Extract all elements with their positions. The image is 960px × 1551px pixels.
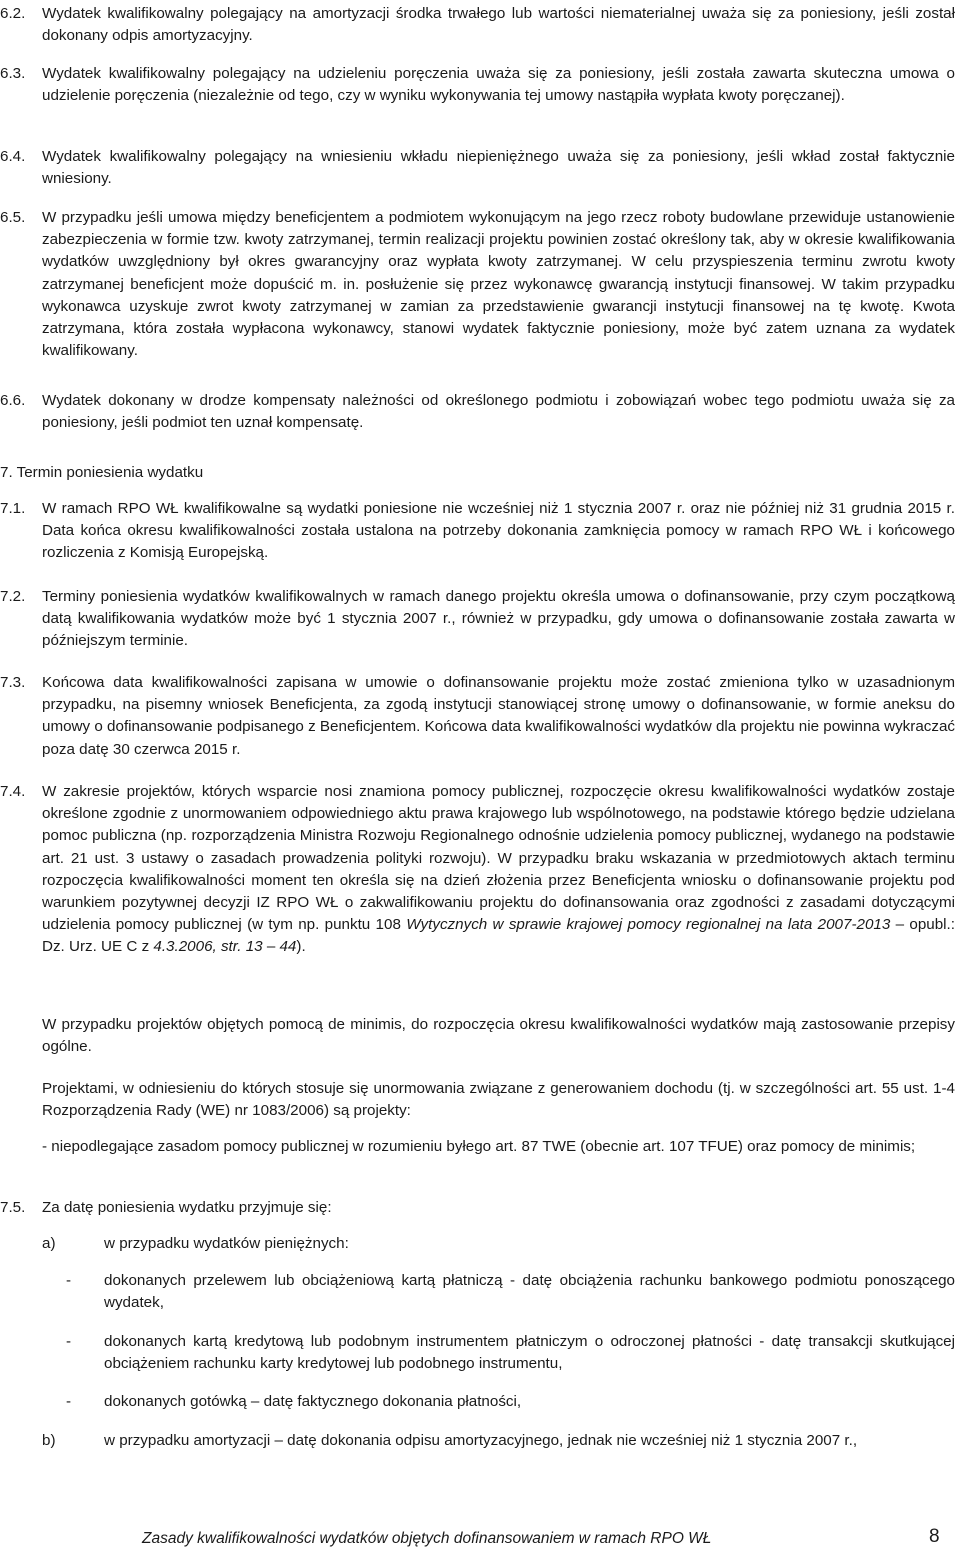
list-text: w przypadku amortyzacji – datę dokonania odpisu amortyzacyjnego, jednak nie wcześniej niż 1 stycznia 2007 r., bbox=[104, 1432, 858, 1449]
paragraph-7-4-revenue: Projektami, w odniesieniu do których stosuje się unormowania związane z generowaniem dochodu (tj. w szczególności art. 55 ust. 1-4 Rozporządzenia Rady (WE) nr 1083/2006) są projekty: bbox=[42, 1080, 955, 1120]
paragraph-7-3 bbox=[0, 672, 955, 761]
paragraph-6-5 bbox=[0, 207, 955, 362]
paragraph-number: 7.3. bbox=[0, 674, 26, 691]
dash-item bbox=[62, 1391, 955, 1413]
dash-item bbox=[62, 1270, 955, 1314]
list-item-b bbox=[42, 1430, 955, 1452]
paragraph-number: 7.1. bbox=[0, 500, 26, 517]
page-footer: Zasady kwalifikowalności wydatków objętych dofinansowaniem w ramach RPO WŁ bbox=[142, 1530, 712, 1547]
paragraph-text: Końcowa data kwalifikowalności zapisana w umowie o dofinansowanie projektu może zostać zmieniona tylko w uzasadnionym przypadku, na pisemny wniosek Beneficjenta, za zgodą instytucji stanowiącej stronę umowy o dofinansowanie, w formie aneksu do umowy o dofinansowanie podpisanego z Beneficjentem. Końcowa data kwalifikowalności wydatków dla projektu nie powinna wykraczać poza datę 30 czerwca 2015 r. bbox=[42, 674, 955, 758]
paragraph-7-5 bbox=[0, 1197, 955, 1219]
paragraph-text: W przypadku jeśli umowa między beneficjentem a podmiotem wykonującym na jego rzecz roboty budowlane przewiduje ustanowienie zabezpieczenia w formie tzw. kwoty zatrzymanej, termin realizacji projektu powinien zostać określony tak, aby w okresie kwalifikowania wydatków uwzględniony był okres gwarancyjny oraz wypłata kwoty zatrzymanej. W celu przyspieszenia terminu zwrotu kwoty zatrzymanej beneficjent może dopuścić m. in. posłużenie się przez wykonawcę gwarancją instytucji finansowej. W takim przypadku wykonawca uzyskuje zwrot kwoty zatrzymanej w zamian za przedstawienie gwarancji instytucji finansowej na tę kwotę. Kwota zatrzymana, która została wypłacona wykonawcy, stanowi wydatek faktycznie poniesiony, może być zatem uznana za wydatek kwalifikowany. bbox=[42, 209, 955, 360]
paragraph-text: Wydatek dokonany w drodze kompensaty należności od określonego podmiotu i zobowiązań wobec tego podmiotu uważa się za poniesiony, jeśli podmiot ten uznał kompensatę. bbox=[42, 392, 955, 432]
paragraph-6-2 bbox=[0, 3, 955, 47]
section-heading: 7. Termin poniesienia wydatku bbox=[0, 464, 204, 481]
dash-text: dokonanych kartą kredytową lub podobnym instrumentem płatniczym o odroczonej płatności - datę transakcji skutkującej obciążeniem rachunku karty kredytowej lub podobnego instrumentu, bbox=[104, 1333, 955, 1373]
paragraph-7-2 bbox=[0, 586, 955, 653]
paragraph-number: 6.3. bbox=[0, 65, 26, 82]
paragraph-number: 6.5. bbox=[0, 209, 26, 226]
list-text: w przypadku wydatków pieniężnych: bbox=[104, 1235, 349, 1252]
dash-symbol: - bbox=[66, 1272, 72, 1289]
paragraph-number: 6.6. bbox=[0, 392, 26, 409]
paragraph-6-3 bbox=[0, 63, 955, 107]
dash-item bbox=[62, 1331, 955, 1375]
text-run: – opubl.: Dz. Urz. UE C z bbox=[42, 916, 955, 956]
paragraph-number: 7.5. bbox=[0, 1199, 26, 1216]
italic-citation: Wytycznych w sprawie krajowej pomocy regionalnej na lata 2007-2013 bbox=[406, 916, 891, 934]
paragraph-number: 7.4. bbox=[0, 783, 26, 800]
paragraph-7-4-de-minimis: W przypadku projektów objętych pomocą de minimis, do rozpoczęcia okresu kwalifikowalności wydatków mają zastosowanie przepisy ogólne. bbox=[42, 1016, 955, 1056]
paragraph-text: Wydatek kwalifikowalny polegający na amortyzacji środka trwałego lub wartości niematerialnej uważa się za poniesiony, jeśli został dokonany odpis amortyzacyjny. bbox=[42, 5, 955, 45]
paragraph-number: 6.2. bbox=[0, 5, 26, 22]
paragraph-text: Terminy poniesienia wydatków kwalifikowalnych w ramach danego projektu określa umowa o dofinansowanie, przy czym początkową datą kwalifikowania wydatków może być 1 stycznia 2007 r., również w przypadku, gdy umowa o dofinansowanie została zawarta w późniejszym terminie. bbox=[42, 588, 955, 650]
paragraph-7-1 bbox=[0, 498, 955, 565]
paragraph-7-4 bbox=[0, 781, 955, 959]
text-run: W zakresie projektów, których wsparcie nosi znamiona pomocy publicznej, rozpoczęcie okresu kwalifikowalności wydatków zostaje określone zgodnie z unormowaniem odpowiedniego aktu prawa krajowego lub wspólnotowego, na podstawie którego będzie udzielana pomoc publiczna (np. rozporządzenia Ministra Rozwoju Regionalnego odnośnie udzielenia pomocy publicznej, wydanego na podstawie art. 21 ust. 3 ustawy o zasadach prowadzenia polityki rozwoju). W przypadku braku wskazania w przedmiotowych aktach terminu rozpoczęcia kwalifikowalności moment ten określa się na dzień złożenia przez Beneficjenta wniosku o dofinansowanie projektu pod warunkiem pozytywnej decyzji IZ RPO WŁ o zakwalifikowaniu projektu do dofinansowania oraz zgodności z zasadami dotyczącymi udzielenia pomocy publicznej (w tym np. punktu 108 bbox=[42, 783, 955, 934]
paragraph-text: Wydatek kwalifikowalny polegający na udzieleniu poręczenia uważa się za poniesiony, jeśli została zawarta skuteczna umowa o udzielenie poręczenia (niezależnie od tego, czy w wyniku wykonywania tej umowy nastąpiła wypłata kwoty poręczanej). bbox=[42, 65, 955, 105]
dash-symbol: - bbox=[66, 1333, 72, 1350]
dash-symbol: - bbox=[66, 1393, 72, 1410]
list-label: b) bbox=[42, 1432, 56, 1449]
paragraph-6-6 bbox=[0, 390, 955, 434]
text-run: – bbox=[262, 938, 280, 956]
dash-text: dokonanych przelewem lub obciążeniową kartą płatniczą - datę obciążenia rachunku bankowego podmiotu ponoszącego wydatek, bbox=[104, 1272, 955, 1312]
list-item-a bbox=[42, 1233, 955, 1255]
paragraph-number: 7.2. bbox=[0, 588, 26, 605]
list-label: a) bbox=[42, 1235, 56, 1252]
italic-citation: 44 bbox=[279, 938, 297, 956]
paragraph-text bbox=[42, 781, 955, 959]
paragraph-text: Za datę poniesienia wydatku przyjmuje się: bbox=[42, 1199, 332, 1216]
paragraph-number: 6.4. bbox=[0, 148, 26, 165]
text-run: ). bbox=[296, 938, 306, 956]
dash-text: dokonanych gotówką – datę faktycznego dokonania płatności, bbox=[104, 1393, 522, 1410]
page-number: 8 bbox=[929, 1526, 940, 1547]
paragraph-text: Wydatek kwalifikowalny polegający na wniesieniu wkładu niepieniężnego uważa się za poniesiony, jeśli wkład został faktycznie wniesiony. bbox=[42, 148, 955, 188]
paragraph-6-4 bbox=[0, 146, 955, 190]
paragraph-text: W ramach RPO WŁ kwalifikowalne są wydatki poniesione nie wcześniej niż 1 stycznia 2007 r. oraz nie później niż 31 grudnia 2015 r. Data końca okresu kwalifikowalności została ustalona na potrzeby dokonania zamknięcia pomocy w ramach RPO WŁ i końcowego rozliczenia z Komisją Europejską. bbox=[42, 500, 955, 562]
italic-citation: 4.3.2006, str. 13 bbox=[153, 938, 263, 956]
bullet-item: - niepodlegające zasadom pomocy publicznej w rozumieniu byłego art. 87 TWE (obecnie art. 107 TFUE) oraz pomocy de minimis; bbox=[42, 1138, 916, 1155]
